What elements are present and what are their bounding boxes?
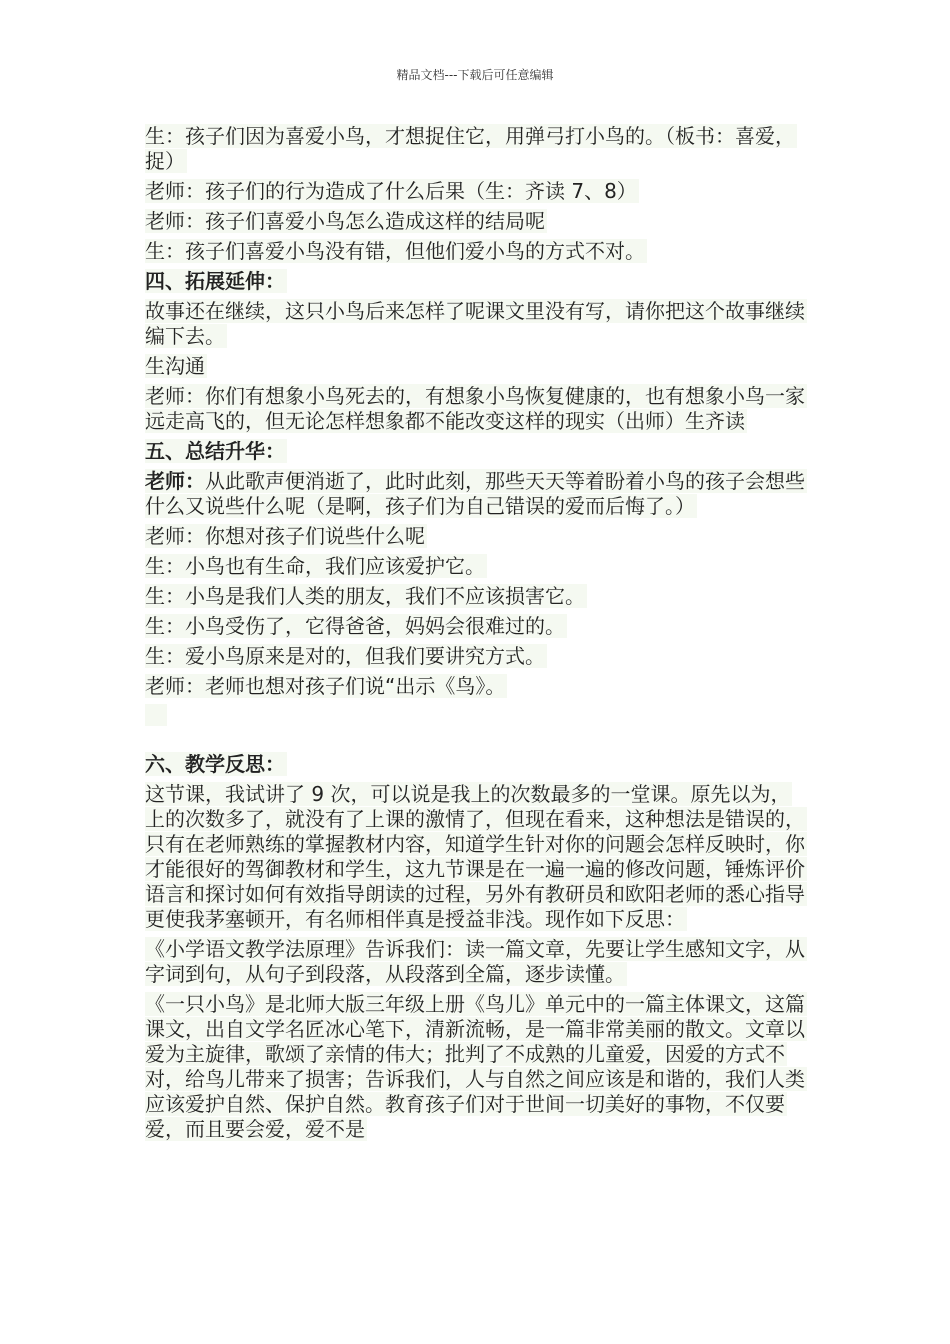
text-paragraph: 生：小鸟受伤了，它得爸爸，妈妈会很难过的。: [145, 614, 565, 638]
text-paragraph: 老师：从此歌声便消逝了，此时此刻，那些天天等着盼着小鸟的孩子会想些什么又说些什么呢（是啊，孩子们为自己错误的爱而后悔了。）: [145, 469, 805, 518]
text-paragraph: 老师：孩子们的行为造成了什么后果（生：齐读 7、8）: [145, 179, 637, 203]
text-paragraph: 生：爱小鸟原来是对的，但我们要讲究方式。: [145, 644, 545, 668]
text-paragraph: 生：孩子们喜爱小鸟没有错，但他们爱小鸟的方式不对。: [145, 239, 645, 263]
text-paragraph: 老师：你想对孩子们说些什么呢: [145, 524, 425, 548]
text-paragraph: 这节课，我试讲了 9 次，可以说是我上的次数最多的一堂课。原先以为，上的次数多了，就没有了上课的激情了，但现在看来，这种想法是错误的，只有在老师熟练的掌握教材内容，知道学生针对你的问题会怎样反映时，你才能很好的驾御教材和学生，这九节课是在一遍一遍的修改问题，锤炼评价语言和探讨如何有效指导朗读的过程，另外有教研员和欧阳老师的悉心指导更使我茅塞顿开，有名师相伴真是授益非浅。现作如下反思：: [145, 782, 805, 931]
section-heading: 五、总结升华：: [145, 439, 285, 463]
text-paragraph: 老师：你们有想象小鸟死去的，有想象小鸟恢复健康的，也有想象小鸟一家远走高飞的，但无论怎样想象都不能改变这样的现实（出师）生齐读: [145, 384, 805, 433]
text-paragraph: 生：小鸟也有生命，我们应该爱护它。: [145, 554, 485, 578]
text-paragraph: 《一只小鸟》是北师大版三年级上册《鸟儿》单元中的一篇主体课文，这篇课文，出自文学名匠冰心笔下，清新流畅，是一篇非常美丽的散文。文章以爱为主旋律，歌颂了亲情的伟大；批判了不成熟的儿童爱，因爱的方式不对，给鸟儿带来了损害；告诉我们，人与自然之间应该是和谐的，我们人类应该爱护自然、保护自然。教育孩子们对于世间一切美好的事物，不仅要爱，而且要会爱，爱不是: [145, 992, 805, 1141]
text-paragraph: 《小学语文教学法原理》告诉我们：读一篇文章，先要让学生感知文字，从字词到句，从句子到段落，从段落到全篇，逐步读懂。: [145, 937, 805, 986]
text-paragraph: 生：小鸟是我们人类的朋友，我们不应该损害它。: [145, 584, 585, 608]
page-header: 精品文档---下载后可任意编辑: [396, 68, 554, 82]
document-body: [145, 124, 810, 1147]
text-paragraph: 生沟通: [145, 354, 205, 378]
speaker-label: 老师：: [145, 469, 205, 493]
section-heading: 四、拓展延伸：: [145, 269, 285, 293]
blank-line: [145, 704, 810, 752]
section-heading: 六、教学反思：: [145, 752, 285, 776]
text-paragraph: 生：孩子们因为喜爱小鸟，才想捉住它，用弹弓打小鸟的。（板书：喜爱，捉）: [145, 124, 795, 173]
text-paragraph: 老师：老师也想对孩子们说“出示《鸟》。: [145, 674, 506, 698]
text-paragraph: 故事还在继续，这只小鸟后来怎样了呢课文里没有写，请你把这个故事继续编下去。: [145, 299, 805, 348]
text-paragraph: 老师：孩子们喜爱小鸟怎么造成这样的结局呢: [145, 209, 545, 233]
